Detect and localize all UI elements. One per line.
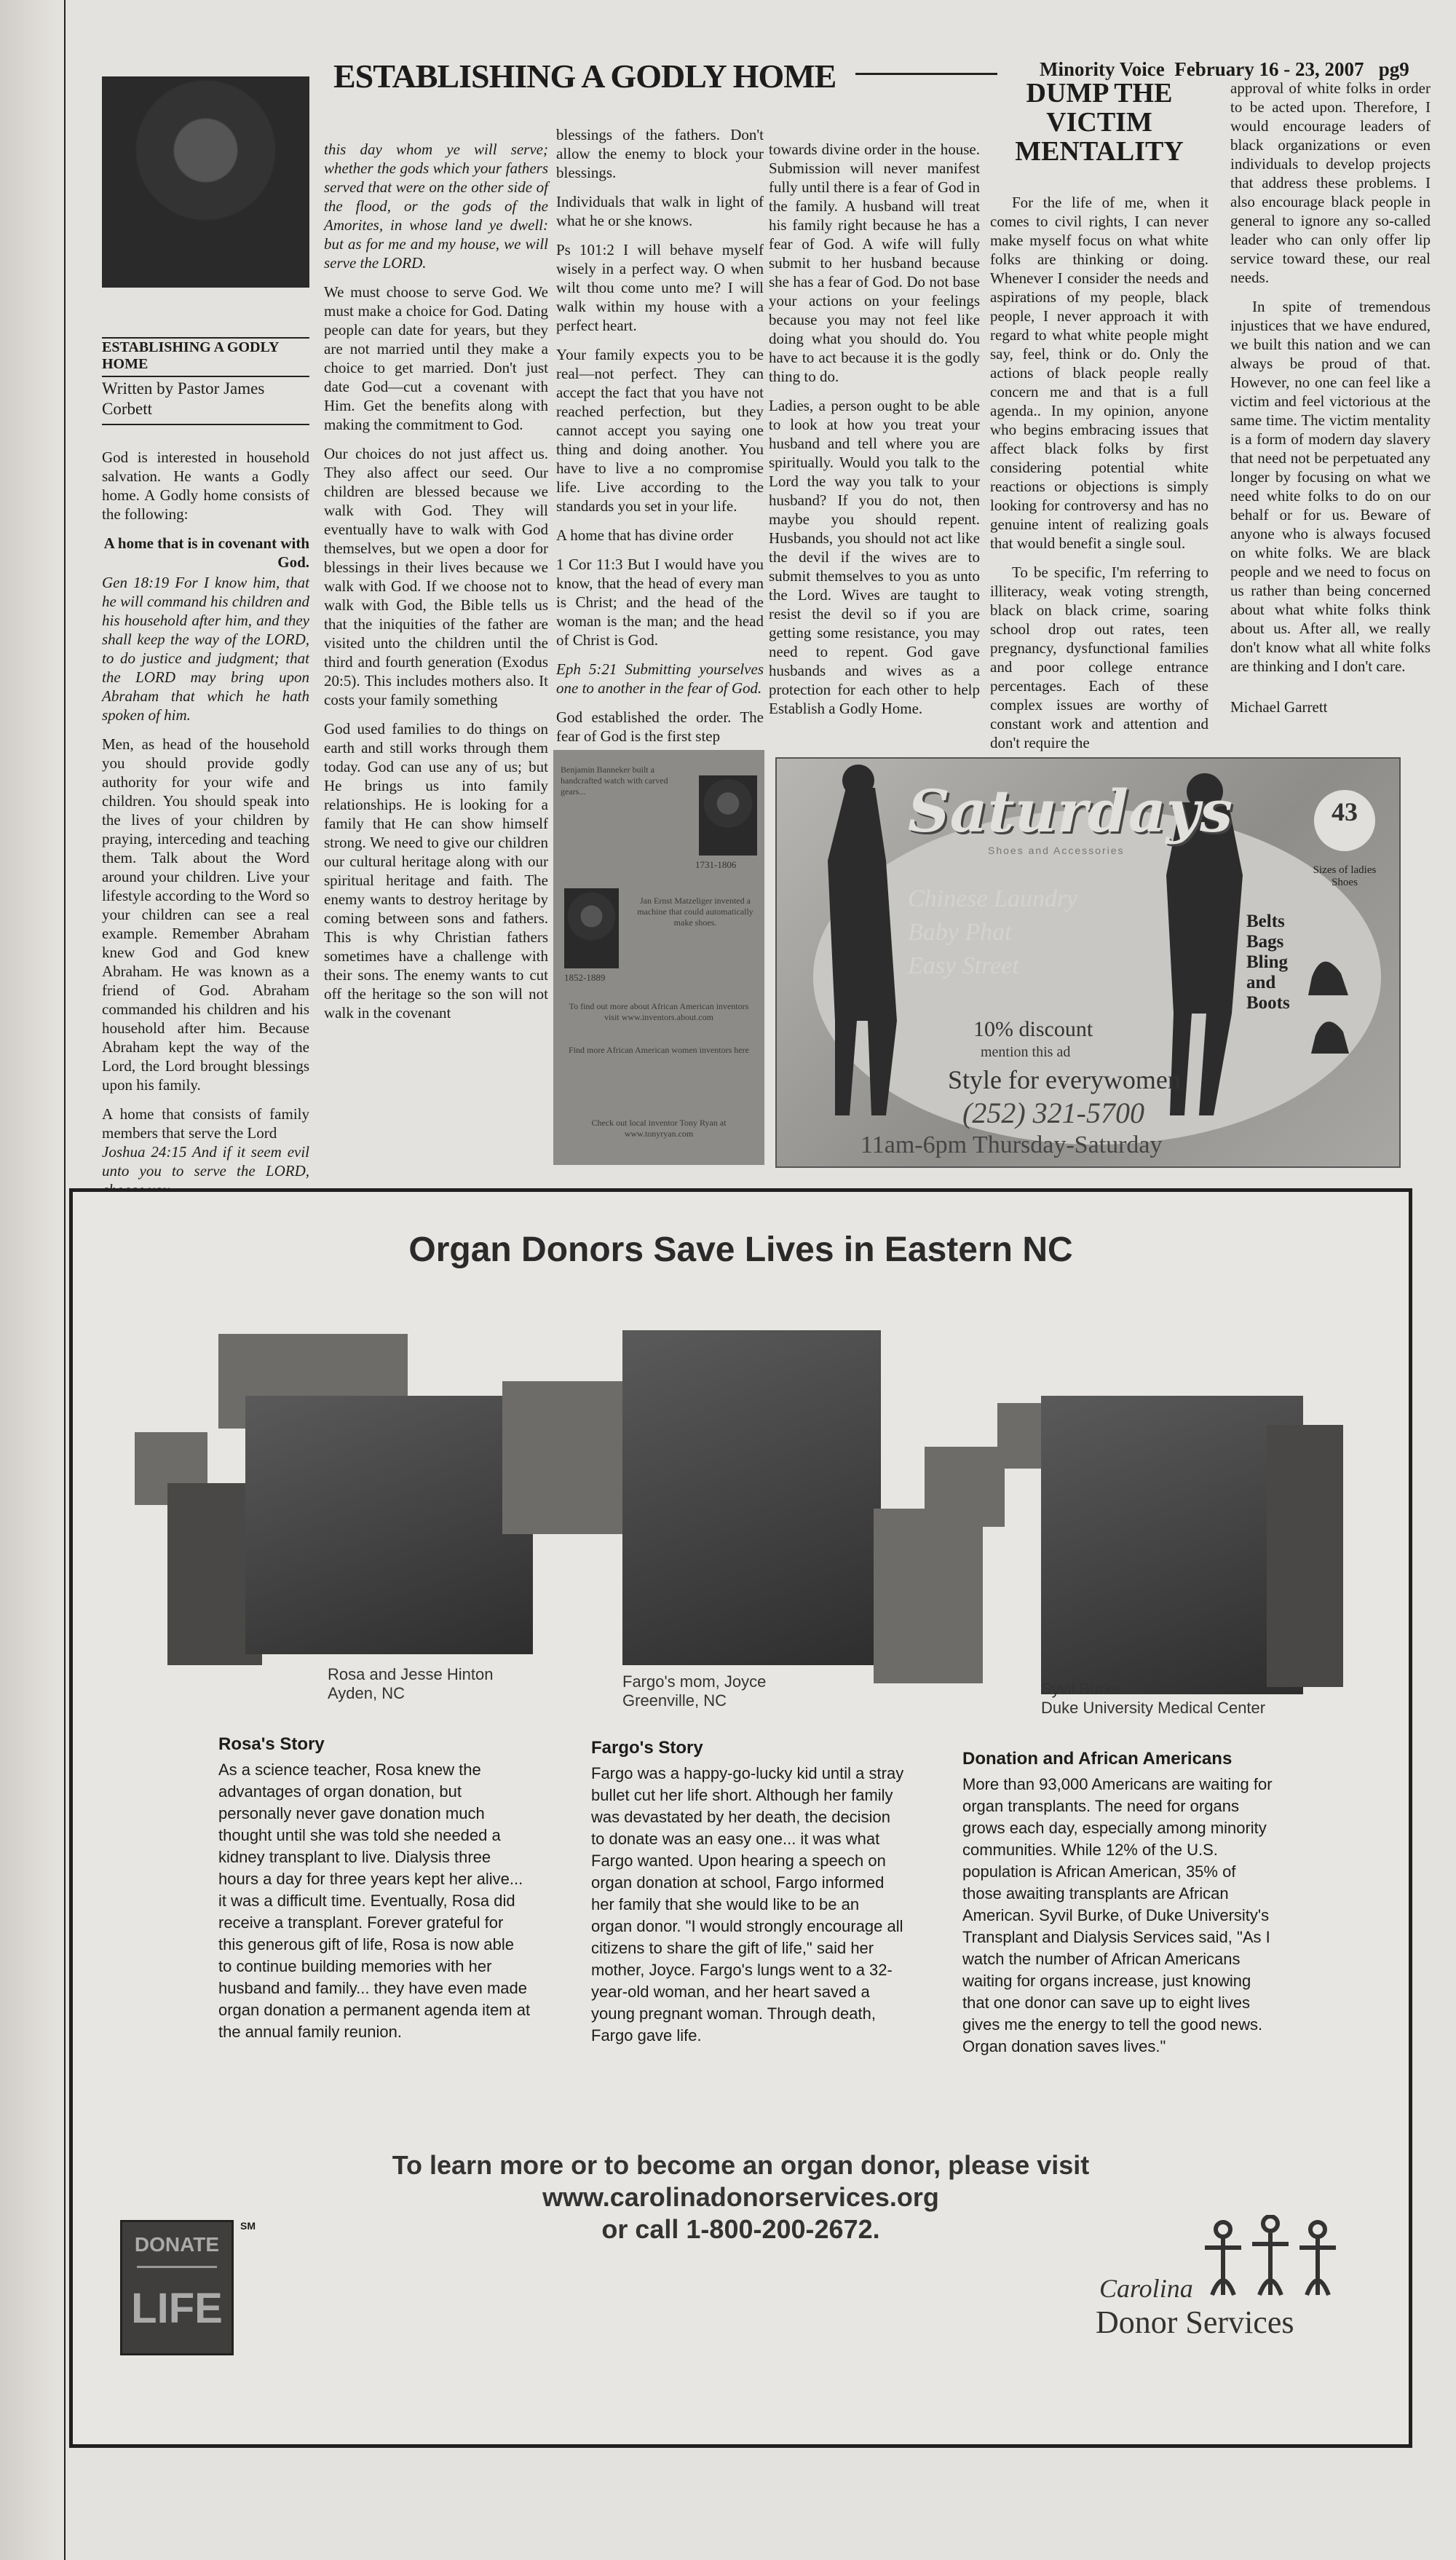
story-donation bbox=[962, 1749, 1275, 2058]
photo-caption-3 bbox=[1041, 1680, 1265, 1718]
story-fargo bbox=[591, 1738, 904, 2047]
story-text: More than 93,000 Americans are waiting for organ transplants. The need for organs grows each day, especially among minority communities. While 12% of the U.S. population is African American, 35% of those awaiting transplants are African American. Syvil Burke, of Duke University's Transplant and Dialysis Services said, "As I watch the number of African Americans waiting for organs increase, just knowing that one donor can save up to eight lives gives me the energy to tell the good news. Organ donation saves lives." bbox=[962, 1775, 1273, 2055]
ad-style: Style for everywomen bbox=[948, 1065, 1181, 1094]
donate-life-logo bbox=[120, 2220, 234, 2355]
inventor-photo-1 bbox=[699, 775, 757, 856]
ad-items: Belts Bags Bling and Boots bbox=[1246, 912, 1290, 1013]
organ-donor-ad bbox=[69, 1188, 1412, 2448]
story-title: Rosa's Story bbox=[218, 1734, 325, 1754]
paragraph: approval of white folks in order to be acted upon. Therefore, I would encourage leaders of black organizations or even individuals to develop projects that address these problems. I also encourage black people in general to ignore any so-called leader who can only offer lip service toward these, our real needs. bbox=[1230, 79, 1431, 286]
paragraph: We must choose to serve God. We must make a choice for God. Dating people can date for years, but they are not married until they make a choice to get married. Don't just date God—cut a covenant with Him. Get the benefits along with making the commitment to God. bbox=[324, 283, 548, 433]
decor-square bbox=[925, 1447, 1005, 1527]
caption-name: Fargo's mom, Joyce bbox=[622, 1672, 767, 1691]
story-rosa bbox=[218, 1734, 531, 2043]
donor-services-figures-icon bbox=[1198, 2215, 1343, 2302]
donor-ad-title: Organ Donors Save Lives in Eastern NC bbox=[408, 1230, 1073, 1269]
paragraph: To be specific, I'm referring to illiteracy, weak voting strength, black on black crime, soaring school drop out rates, teen pregnancy, dysfunctional families and poor college entrance percentages. Each of these complex issues are worthy of constant work and attention and don't require the bbox=[990, 564, 1208, 751]
logo-life-text: LIFE bbox=[131, 2285, 223, 2332]
paragraph: towards divine order in the house. Submission will never manifest fully until there is a fear of God in the family. A husband will treat his family right because he has a fear of God. A wife will fully submit to her husband because she has a fear of God. Do not base your actions on your feelings because you may not feel like doing what you should do. You have to act because it is the godly thing to do. bbox=[769, 141, 980, 385]
cta-website-link[interactable]: www.carolinadonorservices.org bbox=[542, 2182, 939, 2212]
paper-name: Minority Voice bbox=[1040, 58, 1165, 80]
caption-name: Syvil Burke bbox=[1041, 1680, 1122, 1698]
ad-phone: (252) 321-5700 bbox=[962, 1097, 1144, 1129]
inventor-text-3: To find out more about African American inventors visit www.inventors.about.com bbox=[569, 1001, 749, 1022]
ad-hours: 11am-6pm Thursday-Saturday bbox=[860, 1131, 1163, 1158]
article2-column-2 bbox=[1230, 79, 1431, 727]
paragraph: God used families to do things on earth and still works through them today. God can use any of us; but He brings us into family relationships. He is looking for a family that He can show himself strong. We need to give our children our cultural heritage along with our spiritual heritage and faith. The enemy wants to destroy heritage by coming between sons and fathers. This is why Christian fathers sometimes have a challenge with their sons. The enemy wants to cut off the heritage so the son will not walk in the covenant bbox=[324, 720, 548, 1022]
inventor-date-2: 1852-1889 bbox=[564, 972, 606, 983]
saturdays-ad bbox=[775, 757, 1401, 1168]
issue-date: February 16 - 23, 2007 bbox=[1174, 58, 1364, 80]
subhead: A home that consists of family members that serve the Lord bbox=[102, 1105, 309, 1142]
story-title: Fargo's Story bbox=[591, 1738, 703, 1758]
scripture: Joshua 24:15 And if it seem evil unto you to serve the LORD, bbox=[102, 1143, 309, 1180]
article-title: DUMP THE VICTIM MENTALITY bbox=[1015, 78, 1184, 167]
photo-joyce bbox=[622, 1330, 881, 1665]
org-name-2: Donor Services bbox=[1096, 2304, 1294, 2340]
scripture: this day whom ye will serve; whether the gods which your fathers served that were on the other side of the flood, or the gods of the Amorites, in whose land ye dwell: but as for me and my house, we will serve the LORD. bbox=[324, 141, 548, 272]
author-name: Michael Garrett bbox=[1230, 698, 1328, 716]
paragraph: Ladies, a person ought to be able to look at how you treat your husband and tell where you are spiritually. Would you talk to the Lord the way you talk to your husband? If you do not, then maybe you should repent. Husbands, you should not act like the devil if the wives are to submit themselves to you as unto the Lord. Wives are taught to resist the devil so if you are getting some resistance, you may need to repent. God gave husbands and wives as a protection for each other to help Establish a Godly Home. bbox=[769, 397, 980, 717]
caption-location: Ayden, NC bbox=[328, 1684, 405, 1702]
article-kicker: ESTABLISHING A GODLY HOME bbox=[102, 339, 279, 372]
ad-badge-text: Sizes of ladies Shoes bbox=[1313, 864, 1377, 888]
article2-column-1 bbox=[990, 193, 1208, 762]
org-name-1: Carolina bbox=[1099, 2274, 1193, 2303]
paragraph: God established the order. The fear of God is the first step bbox=[556, 708, 764, 745]
decor-square bbox=[1267, 1425, 1343, 1687]
page-number: pg9 bbox=[1378, 58, 1409, 80]
scripture: Gen 18:19 For I know him, that he will command his children and his household after him, and they shall keep the way of the LORD, to do justice and judgment; that the LORD may bring upon Abraham that which he hath spoken of him. bbox=[102, 574, 309, 724]
photo-syvil-burke bbox=[1041, 1396, 1303, 1694]
story-text: Fargo was a happy-go-lucky kid until a stray bullet cut her life short. Although her family was devastated by her death, the decision to donate was an easy one... it was what Fargo wanted. Upon hearing a speech on organ donation at school, Fargo informed her family that she would like to be an organ donor. "I would strongly encourage all citizens to share the gift of life," said her mother, Joyce. Fargo's lungs went to a 32-year-old woman, and her heart saved a young pregnant woman. Through death, Fargo gave life. bbox=[591, 1764, 904, 2045]
inventor-text-4: Find more African American women inventors here bbox=[569, 1045, 749, 1055]
inventor-date-1: 1731-1806 bbox=[695, 859, 737, 870]
page-edge-shadow bbox=[0, 0, 57, 2560]
subhead: A home that is in covenant with God. bbox=[103, 534, 309, 571]
ad-badge-number: 43 bbox=[1332, 797, 1358, 826]
cta-line-1: To learn more or to become an organ donor, please visit bbox=[392, 2150, 1090, 2180]
ad-discount-note: mention this ad bbox=[981, 1044, 1071, 1060]
inventor-text-1: Benjamin Banneker built a handcrafted watch with carved gears... bbox=[561, 765, 668, 797]
paragraph: God is interested in household salvation. He wants a Godly home. A Godly home consists of the following: bbox=[102, 449, 309, 523]
ad-brand: Saturdays bbox=[908, 777, 1233, 845]
ad-tagline: Shoes and Accessories bbox=[988, 845, 1125, 856]
article-byline: Written by Pastor James Corbett bbox=[102, 379, 265, 418]
paragraph: In spite of tremendous injustices that we have endured, we built this nation and we can always be proud of that. However, no one can feel like a victim and feel victorious at the same time. The victim mentality is a form of modern day slavery that need not be perpetuated any longer by focusing on what we need white folks to do on our behalf or for us. Beware of anyone who is always focused on white folks. We are black people and we need to focus on us rather than being concerned about what white folks think about us. After all, we really don't know what all white folks are thinking and I don't care. bbox=[1230, 298, 1431, 675]
model-head-left bbox=[842, 765, 874, 797]
inventor-text-2: Jan Ernst Matzeliger invented a machine that could automatically make shoes. bbox=[637, 896, 753, 928]
article-column-3 bbox=[556, 125, 764, 756]
logo-service-mark: SM bbox=[240, 2220, 256, 2232]
scripture: Ps 101:2 I will behave myself wisely in a perfect way. O when wilt thou come unto me? I will walk within my house with a perfect heart. bbox=[556, 241, 764, 334]
ad-brands: Chinese Laundry Baby Phat Easy Street bbox=[908, 885, 1078, 979]
paragraph: Our choices do not just affect us. They also affect our seed. Our children are blessed because we walk with God. They will eventually have to walk with God themselves, but we open a door for blessings in their lives because we walk with God. If we choose not to walk with God, the Bible tells us that the iniquities of the father are visited unto the children until the third and fourth generation (Exodus 20:5). This includes mothers also. It costs your family something bbox=[324, 445, 548, 708]
photo-caption-1 bbox=[328, 1665, 493, 1703]
article-column-1 bbox=[102, 448, 309, 1209]
page-border-line bbox=[64, 0, 66, 2560]
caption-location: Duke University Medical Center bbox=[1041, 1699, 1266, 1717]
author-photo bbox=[102, 76, 309, 288]
story-text: As a science teacher, Rosa knew the advantages of organ donation, but personally never gave donation much thought until she was told she needed a kidney transplant to live. Dialysis three hours a day for three years kept her alive... it was a difficult time. Eventually, Rosa did receive a transplant. Forever grateful for this generous gift of life, Rosa is now able to continue building memories with her husband and family... they have even made organ donation a permanent agenda item at the annual family reunion. bbox=[218, 1761, 531, 2041]
caption-name: Rosa and Jesse Hinton bbox=[328, 1665, 494, 1683]
article-column-2 bbox=[324, 140, 548, 1032]
paragraph: Men, as head of the household you should provide godly authority for your wife and children. You should speak into the lives of your children by praying, interceding and teaching them. Talk about the Word around your children. Live your lifestyle according to the Word so your children can see a real example. Remember Abraham knew God and God knew Abraham. He was known as a friend of God. Abraham commanded his children and his household after him. Because Abraham kept the way of the Lord, the Lord brought blessings upon his family. bbox=[102, 735, 309, 1094]
cta-phone: or call 1-800-200-2672. bbox=[601, 2214, 880, 2244]
photo-caption-2 bbox=[622, 1672, 766, 1710]
logo-donate-text: DONATE bbox=[134, 2233, 220, 2256]
inventor-text-5: Check out local inventor Tony Ryan at www.tonyryan.com bbox=[591, 1118, 727, 1139]
decor-square bbox=[874, 1509, 983, 1683]
inventor-ad bbox=[553, 750, 764, 1165]
paragraph: For the life of me, when it comes to civil rights, I can never make myself focus on what white folks are thinking or doing. Whenever I consider the needs and aspirations of my people, black people, I never approach it with regard to what white people might say, feel, think or do. Only the actions of black people really concern me and that is a full agenda.. In my opinion, anyone who begins embracing issues that affect black folks by first considering potential white reactions or objections is simply looking for controversy and has no genuine intent of realizing goals that would benefit a single soul. bbox=[990, 194, 1208, 552]
scripture: Eph 5:21 Submitting yourselves one to another in the fear of God. bbox=[556, 660, 764, 697]
subhead: A home that has divine order bbox=[556, 526, 734, 544]
scripture: 1 Cor 11:3 But I would have you know, that the head of every man is Christ; and the head of the woman is the man; and the head of Christ is God. bbox=[556, 556, 764, 649]
article-column-4 bbox=[769, 140, 980, 728]
ad-discount: 10% discount bbox=[973, 1017, 1093, 1041]
caption-location: Greenville, NC bbox=[622, 1691, 727, 1710]
section-title: ESTABLISHING A GODLY HOME bbox=[333, 58, 836, 95]
header-rule bbox=[855, 73, 997, 75]
paragraph: blessings of the fathers. Don't allow the enemy to block your blessings. bbox=[556, 126, 764, 181]
inventor-photo-2 bbox=[564, 888, 619, 968]
photo-rosa-jesse bbox=[245, 1396, 533, 1654]
subhead: Individuals that walk in light of what he or she knows. bbox=[556, 193, 764, 229]
paragraph: Your family expects you to be real—not perfect. They can accept the fact that you have not reached perfection, but they cannot accept you saying one thing and doing another. You have to live a no compromise life. Live according to the standards you set in your life. bbox=[556, 346, 764, 515]
story-title: Donation and African Americans bbox=[962, 1749, 1233, 1769]
